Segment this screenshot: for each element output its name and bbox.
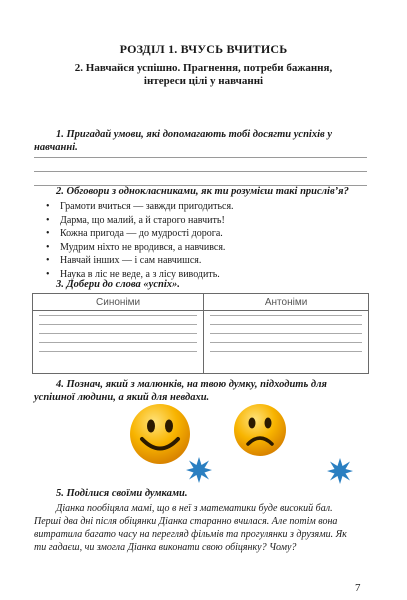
story-line: Перші два дні після обіцянки Діанка старанно вчилася. Але потім вона — [34, 516, 338, 527]
list-item: • Навчай інших — і сам навчишся. — [46, 254, 366, 268]
list-item: • Наука в ліс не веде, а з лісу виводить. — [46, 268, 366, 282]
story-line: ти гадаєш, чи змогла Діанка виконати свою обіцянку? Чому? — [34, 542, 297, 553]
section-title-line1: 2. Навчайся успішно. Прагнення, потреби бажання, — [74, 62, 333, 74]
answer-burst-icon[interactable] — [327, 458, 353, 484]
happy-smiley-icon[interactable] — [128, 402, 192, 466]
task2-question: 2. Обговори з однокласниками, як ти розумієш такі прислів’я? — [56, 186, 349, 197]
list-item: • Кожна пригода — до мудрості дорога. — [46, 227, 366, 241]
synonym-antonym-table — [32, 293, 369, 374]
synonyms-cell[interactable] — [33, 311, 204, 374]
story-line: витратила багато часу на перегляд фільмів та прогулянки з друзями. Як — [34, 529, 347, 540]
list-item: • Мудрим ніхто не вродився, а навчився. — [46, 241, 366, 255]
task1-line2: навчанні. — [34, 142, 78, 153]
list-item: • Дарма, що малий, а й старого навчить! — [46, 214, 366, 228]
task4-line2: успішної людини, а який для невдахи. — [34, 392, 210, 403]
answer-line[interactable] — [34, 171, 367, 172]
task5-story — [34, 502, 369, 554]
task3-question: 3. Добери до слова «успіх». — [56, 279, 180, 290]
antonyms-header: Антоніми — [204, 294, 369, 311]
page-number: 7 — [355, 582, 361, 594]
task1-question — [34, 128, 369, 154]
answer-line[interactable] — [34, 157, 367, 158]
answer-burst-icon[interactable] — [186, 457, 212, 483]
task4-line1: 4. Познач, який з малюнків, на твою думку, підходить для — [56, 379, 327, 390]
antonyms-cell[interactable] — [204, 311, 369, 374]
task4-question — [34, 378, 369, 404]
task1-line1: 1. Пригадай умови, які допомагають тобі досягти успіхів у — [56, 129, 332, 140]
section-title-line2: інтереси цілі у навчанні — [143, 75, 264, 87]
list-item: • Грамоти вчиться — завжди пригодиться. — [46, 200, 366, 214]
story-line: Діанка пообіцяла мамі, що в неї з математики буде високий бал. — [56, 503, 333, 514]
task5-title: 5. Поділися своїми думками. — [56, 488, 188, 499]
sad-smiley-icon[interactable] — [232, 402, 288, 458]
section-title — [0, 62, 407, 88]
chapter-title: РОЗДІЛ 1. ВЧУСЬ ВЧИТИСЬ — [119, 42, 288, 56]
synonyms-header: Синоніми — [33, 294, 204, 311]
proverb-list — [46, 200, 366, 282]
